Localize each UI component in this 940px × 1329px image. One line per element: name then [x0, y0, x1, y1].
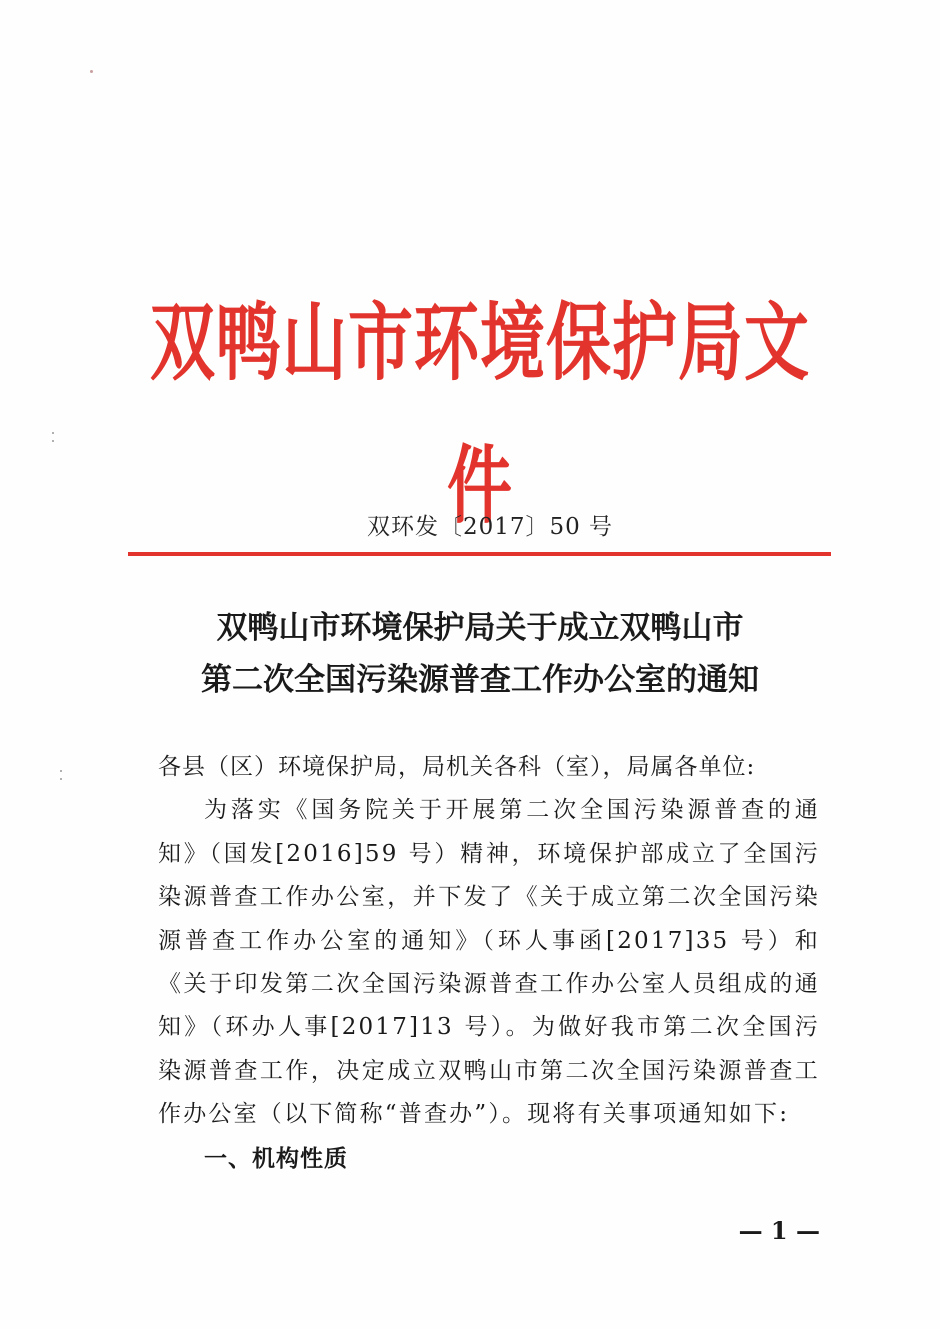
- scan-speck: [52, 440, 54, 442]
- scan-speck: [60, 778, 62, 780]
- page-number: — 1 —: [738, 1216, 820, 1245]
- document-number: 双环发〔2017〕50 号: [366, 514, 614, 540]
- red-divider-line: [128, 552, 831, 556]
- scan-speck: [60, 770, 62, 772]
- title-line-2: 第二次全国污染源普查工作办公室的通知: [201, 662, 759, 698]
- salutation: 各县（区）环境保护局，局机关各科（室），局属各单位:: [158, 754, 756, 780]
- section-heading-1: 一、机构性质: [204, 1144, 348, 1172]
- document-body: [158, 746, 820, 1180]
- scan-speck: [52, 432, 54, 434]
- title-line-1: 双鸭山市环境保护局关于成立双鸭山市: [216, 610, 744, 646]
- paragraph-1: 为落实《国务院关于开展第二次全国污染源普查的通知》（国发[2016]59 号）精神，环境保护部成立了全国污染源普查工作办公室，并下发了《关于成立第二次全国污染源普查工作办公室的通知》（环人事函[2017]35 号）和《关于印发第二次全国污染源普查工作办公室人员组成的通知》（环办人事[2017]13 号）。为做好我市第二次全国污染源普查工作，决定成立双鸭山市第二次全国污染源普查工作办公室（以下简称“普查办”）。现将有关事项通知如下:: [158, 797, 820, 1128]
- scan-speck: [90, 70, 93, 73]
- document-masthead: 双鸭山市环境保护局文件: [149, 294, 810, 536]
- document-title: [140, 602, 820, 706]
